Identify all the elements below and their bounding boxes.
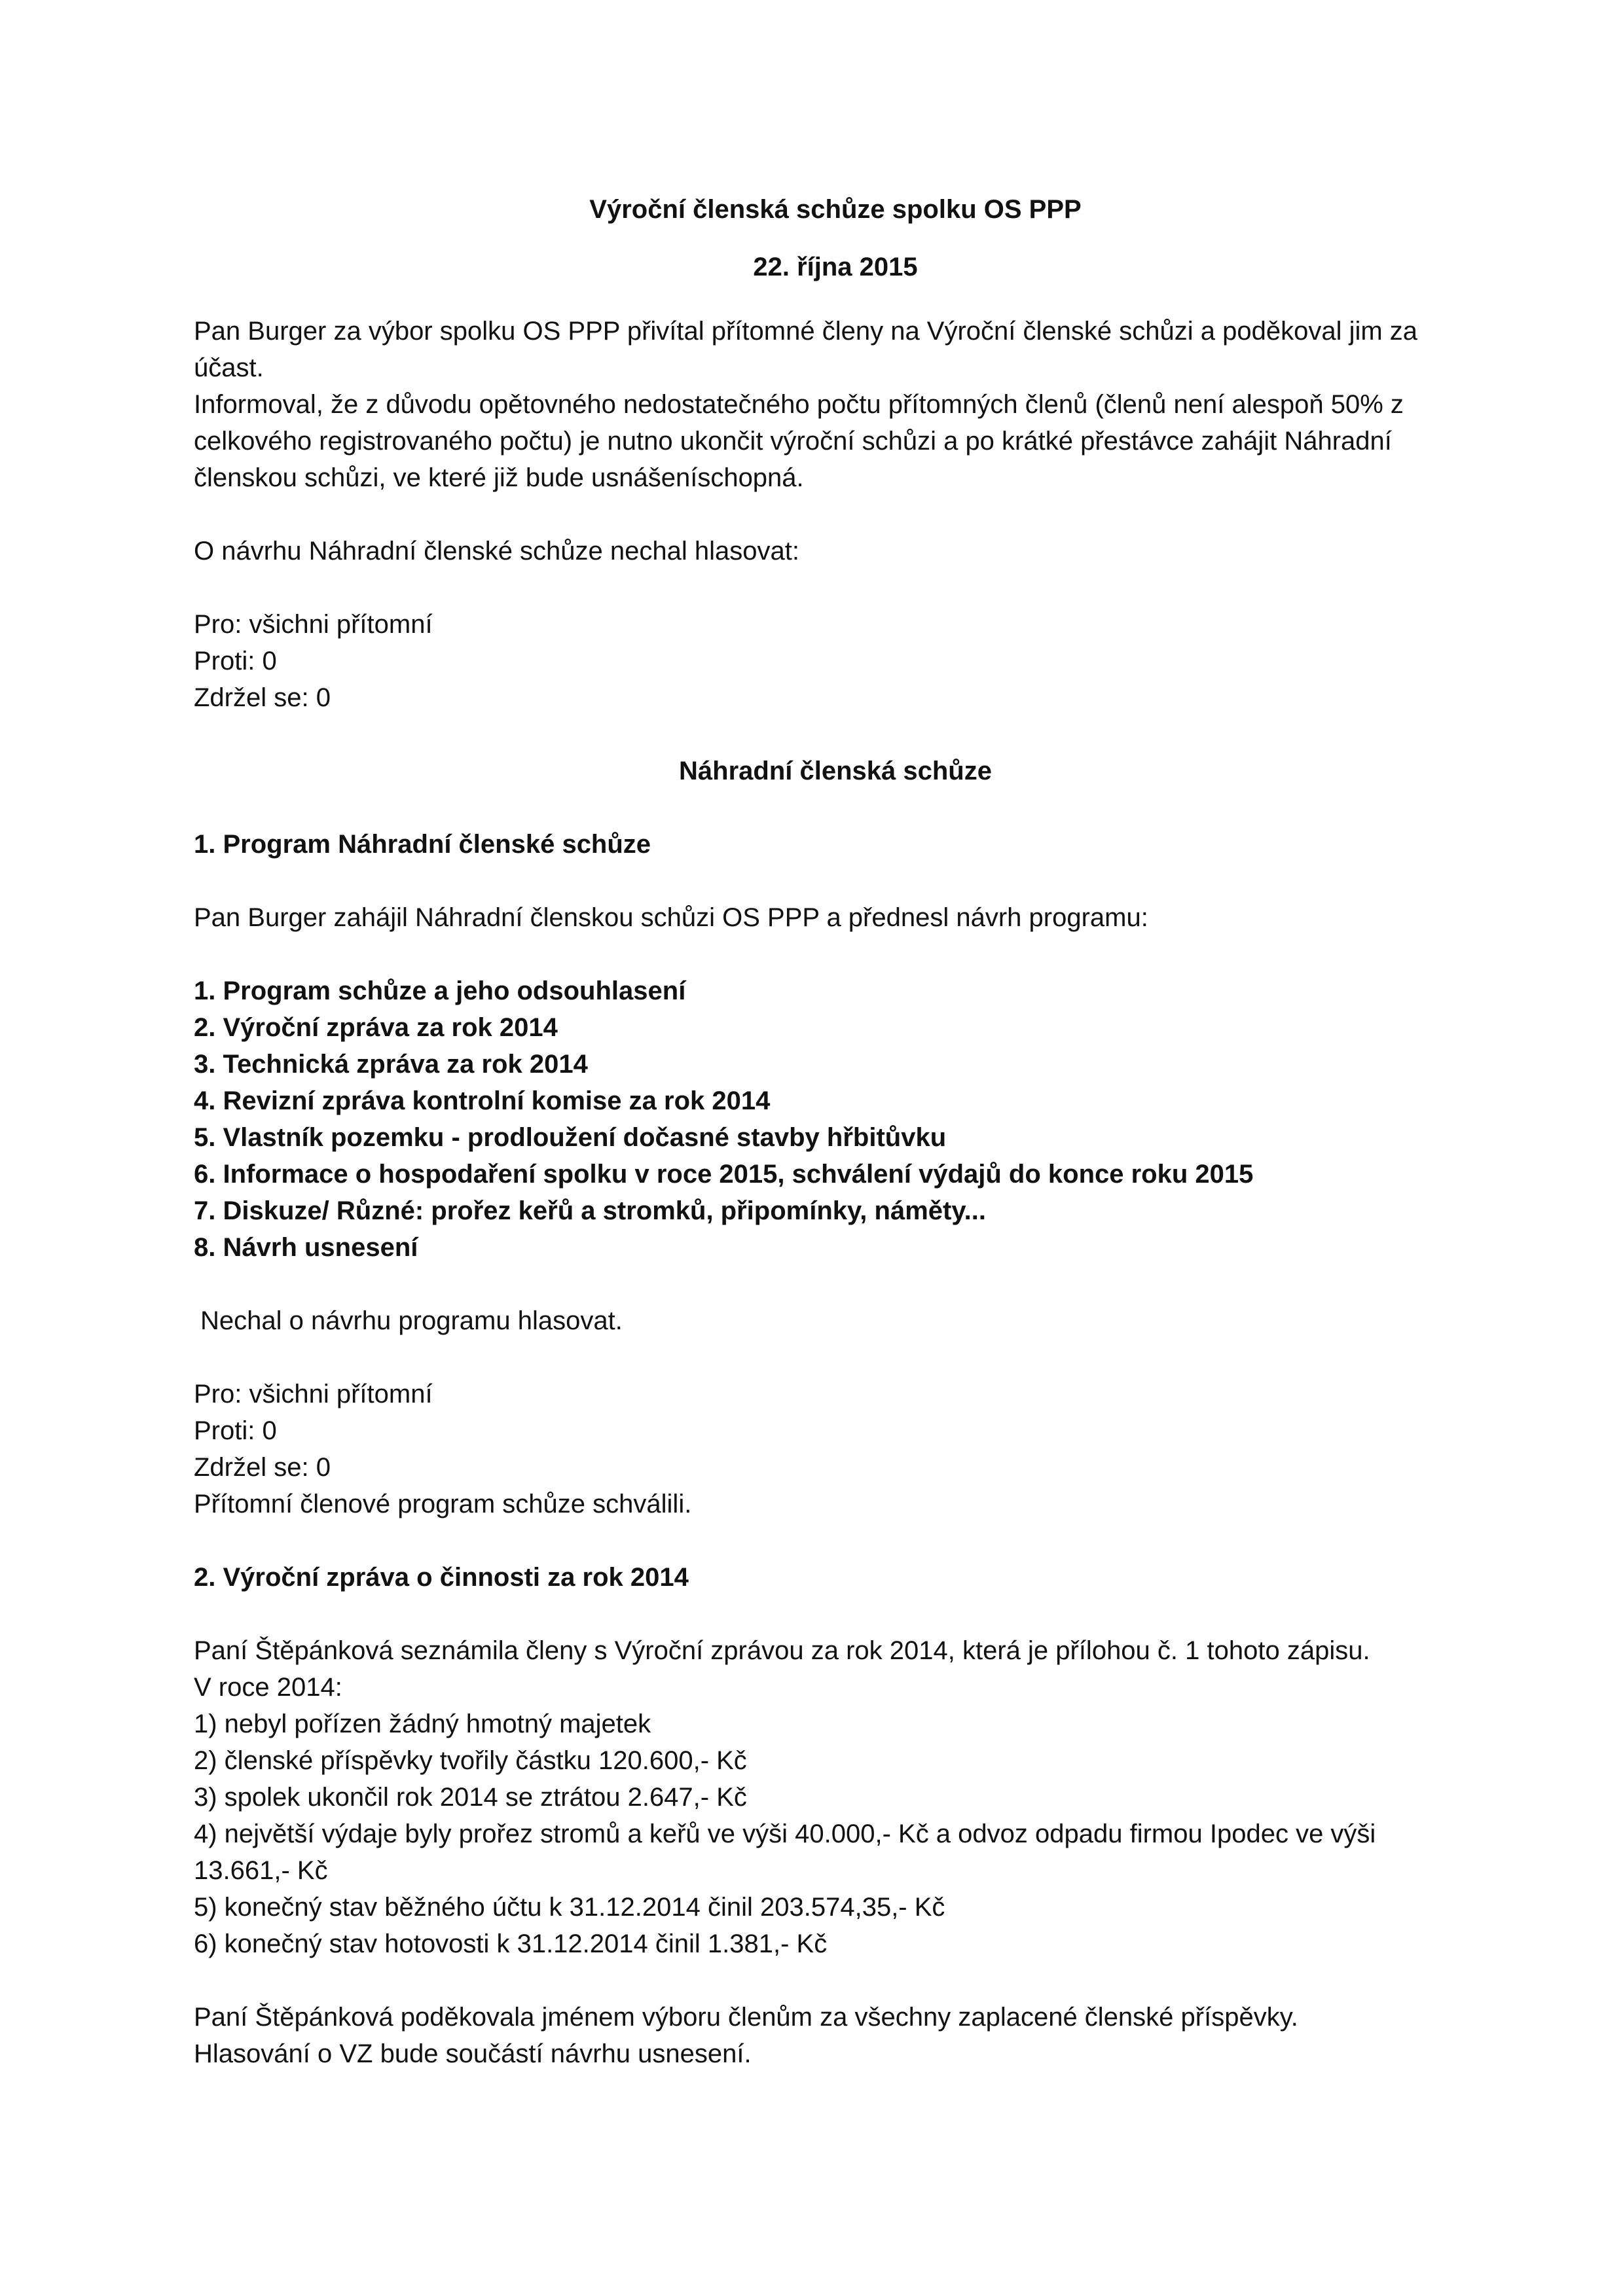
intro-paragraph-1: Pan Burger za výbor spolku OS PPP přivítal přítomné členy na Výroční členské schůzi a poděkoval jim za účast.: [194, 317, 1418, 382]
section1-text: Pan Burger zahájil Náhradní členskou schůzi OS PPP a přednesl návrh programu:: [194, 903, 1148, 932]
spacer: [194, 1266, 1477, 1302]
vote2-pro: Pro: všichni přítomní: [194, 1380, 433, 1408]
vote1-proti: Proti: 0: [194, 647, 277, 675]
vote1-zdrzel: Zdržel se: 0: [194, 683, 331, 712]
vote2-zdrzel: Zdržel se: 0: [194, 1453, 331, 1482]
vote2-result: Přítomní členové program schůze schválili.: [194, 1490, 692, 1518]
program-item: 6. Informace o hospodaření spolku v roce 2015, schválení výdajů do konce roku 2015: [194, 1160, 1254, 1189]
vote2-intro: Nechal o návrhu programu hlasovat.: [200, 1306, 623, 1335]
list-item: 1) nebyl pořízen žádný hmotný majetek: [194, 1710, 651, 1738]
vote1-intro: O návrhu Náhradní členské schůze nechal hlasovat:: [194, 537, 799, 565]
list-item: 3) spolek ukončil rok 2014 se ztrátou 2.647,- Kč: [194, 1783, 747, 1812]
list-item: 2) členské příspěvky tvořily částku 120.600,- Kč: [194, 1746, 747, 1775]
spacer: [194, 496, 1477, 533]
spacer: [194, 1522, 1477, 1559]
list-item: 4) největší výdaje byly prořez stromů a keřů ve výši 40.000,- Kč a odvoz odpadu firmou Ipodec ve výši 13.661,- Kč: [194, 1820, 1376, 1885]
spacer: [194, 1962, 1477, 1999]
program-item: 1. Program schůze a jeho odsouhlasení: [194, 977, 686, 1005]
spacer: [194, 789, 1477, 826]
vote2-proti: Proti: 0: [194, 1416, 277, 1445]
program-item: 8. Návrh usnesení: [194, 1233, 418, 1262]
section1-heading: 1. Program Náhradní členské schůze: [194, 830, 651, 859]
program-item: 4. Revizní zpráva kontrolní komise za rok 2014: [194, 1086, 771, 1115]
section2-items: [194, 1706, 1477, 1962]
spacer: [194, 1339, 1477, 1376]
program-item: 7. Diskuze/ Různé: prořez keřů a stromků, připomínky, náměty...: [194, 1196, 986, 1225]
spacer: [194, 863, 1477, 899]
document-body: [194, 191, 1477, 2072]
vote1-pro: Pro: všichni přítomní: [194, 610, 433, 639]
section2-year: V roce 2014:: [194, 1673, 342, 1702]
section2-heading: 2. Výroční zpráva o činnosti za rok 2014: [194, 1563, 689, 1592]
intro-paragraph-2: Informoval, že z důvodu opětovného nedostatečného počtu přítomných členů (členů není alespoň 50% z celkového registrovaného počtu) je nutno ukončit výroční schůzi a po krátké přestávce zahájit Náhradní členskou schůzi, ve které již bude usnášeníschopná.: [194, 390, 1404, 492]
section2-text: Paní Štěpánková seznámila členy s Výroční zprávou za rok 2014, která je přílohou č. 1 tohoto zápisu.: [194, 1636, 1370, 1665]
program-item: 3. Technická zpráva za rok 2014: [194, 1050, 588, 1079]
document-date: 22. října 2015: [753, 253, 918, 281]
list-item: 6) konečný stav hotovosti k 31.12.2014 činil 1.381,- Kč: [194, 1929, 828, 1958]
program-item: 5. Vlastník pozemku - prodloužení dočasné stavby hřbitůvku: [194, 1123, 947, 1152]
spacer: [194, 936, 1477, 973]
spacer: [194, 569, 1477, 606]
spacer: [194, 716, 1477, 753]
list-item: 5) konečný stav běžného účtu k 31.12.2014 činil 203.574,35,- Kč: [194, 1893, 945, 1922]
section2-vote-note: Hlasování o VZ bude součástí návrhu usnesení.: [194, 2039, 752, 2068]
program-list: [194, 973, 1477, 1266]
section2-thanks: Paní Štěpánková poděkovala jménem výboru členům za všechny zaplacené členské příspěvky.: [194, 2003, 1298, 2032]
program-item: 2. Výroční zpráva za rok 2014: [194, 1013, 558, 1042]
document-title: Výroční členská schůze spolku OS PPP: [589, 195, 1082, 224]
section-title: Náhradní členská schůze: [679, 757, 992, 785]
spacer: [194, 1596, 1477, 1632]
